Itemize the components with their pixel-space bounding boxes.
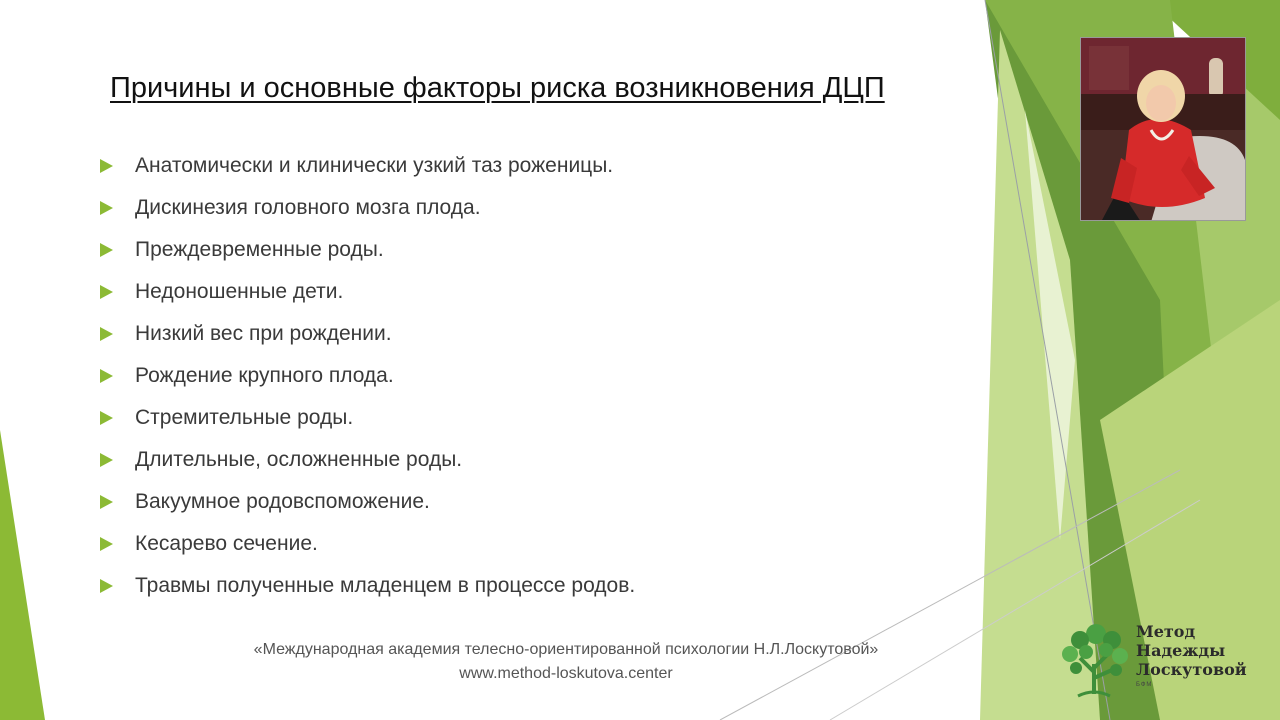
brand-logo: [1056, 612, 1256, 700]
triangle-right-icon: [100, 201, 113, 215]
list-item: [100, 187, 635, 229]
list-item-text: Недоношенные дети.: [135, 280, 344, 303]
list-item-text: Стремительные роды.: [135, 406, 354, 429]
logo-wordmark: Метод Надежды Лоскутовой: [1136, 622, 1247, 679]
list-item: [100, 145, 635, 187]
list-item-text: Длительные, осложненные роды.: [135, 448, 463, 471]
triangle-right-icon: [100, 453, 113, 467]
risk-factor-list: [100, 145, 635, 607]
website-url: www.method-loskutova.center: [459, 665, 673, 682]
list-item: [100, 439, 635, 481]
list-item: [100, 565, 635, 607]
list-item-text: Преждевременные роды.: [135, 238, 384, 261]
triangle-right-icon: [100, 285, 113, 299]
tree-icon: [1056, 612, 1136, 700]
list-item: [100, 355, 635, 397]
triangle-right-icon: [100, 495, 113, 509]
list-item-text: Анатомически и клинически узкий таз роженицы.: [135, 154, 614, 177]
list-item: [100, 481, 635, 523]
list-item-text: Кесарево сечение.: [135, 532, 318, 555]
triangle-right-icon: [100, 537, 113, 551]
list-item-text: Рождение крупного плода.: [135, 364, 394, 387]
triangle-right-icon: [100, 159, 113, 173]
list-item: [100, 271, 635, 313]
triangle-right-icon: [100, 411, 113, 425]
logo-small-mark: БФМ: [1136, 682, 1153, 688]
list-item-text: Вакуумное родовспоможение.: [135, 490, 430, 513]
list-item-text: Дискинезия головного мозга плода.: [135, 196, 481, 219]
list-item: [100, 523, 635, 565]
list-item: [100, 313, 635, 355]
list-item: [100, 397, 635, 439]
triangle-right-icon: [100, 327, 113, 341]
list-item-text: Травмы полученные младенцем в процессе родов.: [135, 574, 636, 597]
slide-title: Причины и основные факторы риска возникновения ДЦП: [110, 72, 885, 104]
presenter-photo: [1080, 37, 1246, 221]
academy-name: «Международная академия телесно-ориентированной психологии Н.Л.Лоскутовой»: [253, 641, 879, 658]
footer: [140, 638, 992, 686]
list-item-text: Низкий вес при рождении.: [135, 322, 392, 345]
triangle-right-icon: [100, 243, 113, 257]
triangle-right-icon: [100, 369, 113, 383]
triangle-right-icon: [100, 579, 113, 593]
list-item: [100, 229, 635, 271]
